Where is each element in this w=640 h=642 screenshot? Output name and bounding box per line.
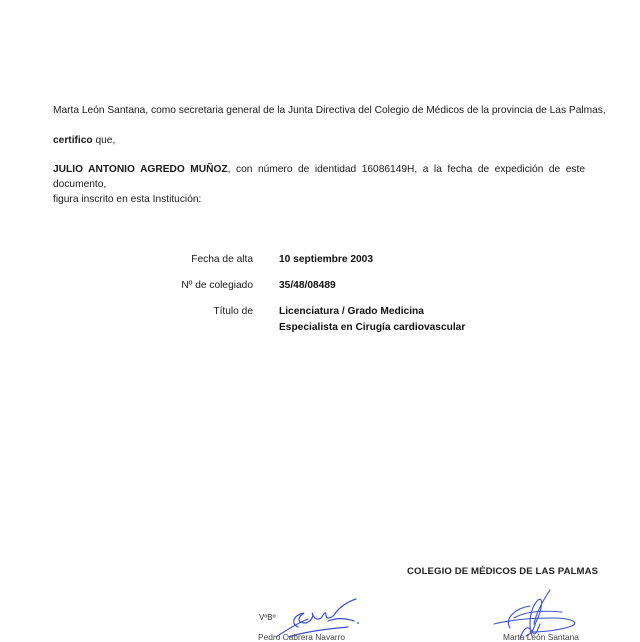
field-value: [279, 278, 336, 294]
certify-rest: que,: [92, 135, 116, 146]
intro-paragraph: [53, 103, 606, 118]
member-name: JULIO ANTONIO AGREDO MUÑOZ: [53, 164, 228, 175]
field-label: Nº de colegiado: [181, 280, 253, 291]
field-label: Título de: [213, 306, 253, 317]
field-label: Fecha de alta: [191, 254, 253, 265]
member-statement-line-1: [53, 162, 585, 192]
approval-mark: VºBº: [259, 613, 276, 622]
field-value-line: Licenciatura / Grado Medicina: [279, 306, 424, 317]
member-statement-paragraph: [53, 162, 585, 207]
field-value-line: 35/48/08489: [279, 280, 336, 291]
certify-paragraph: [53, 133, 585, 148]
certify-keyword: certifico: [53, 135, 93, 146]
field-value-line: Especialista en Cirugía cardiovascular: [279, 322, 466, 333]
field-value-line: 10 septiembre 2003: [279, 254, 374, 265]
signer-name-left: Pedro Cabrera Navarro: [258, 632, 346, 642]
member-statement-line-2: figura inscrito en esta Institución:: [53, 194, 202, 205]
member-statement-rest: , con número de identidad 16086149H, a la fecha de expedición de este documento,: [53, 164, 585, 190]
field-value: [279, 252, 373, 268]
intro-text: Marta León Santana, como secretaria general de la Junta Directiva del Colegio de Médicos de la provincia de Las Palmas,: [53, 105, 606, 116]
field-value: [279, 304, 465, 336]
organization-name: COLEGIO DE MÉDICOS DE LAS PALMAS: [407, 566, 599, 577]
signer-name-right: Marta León Santana: [503, 632, 579, 642]
